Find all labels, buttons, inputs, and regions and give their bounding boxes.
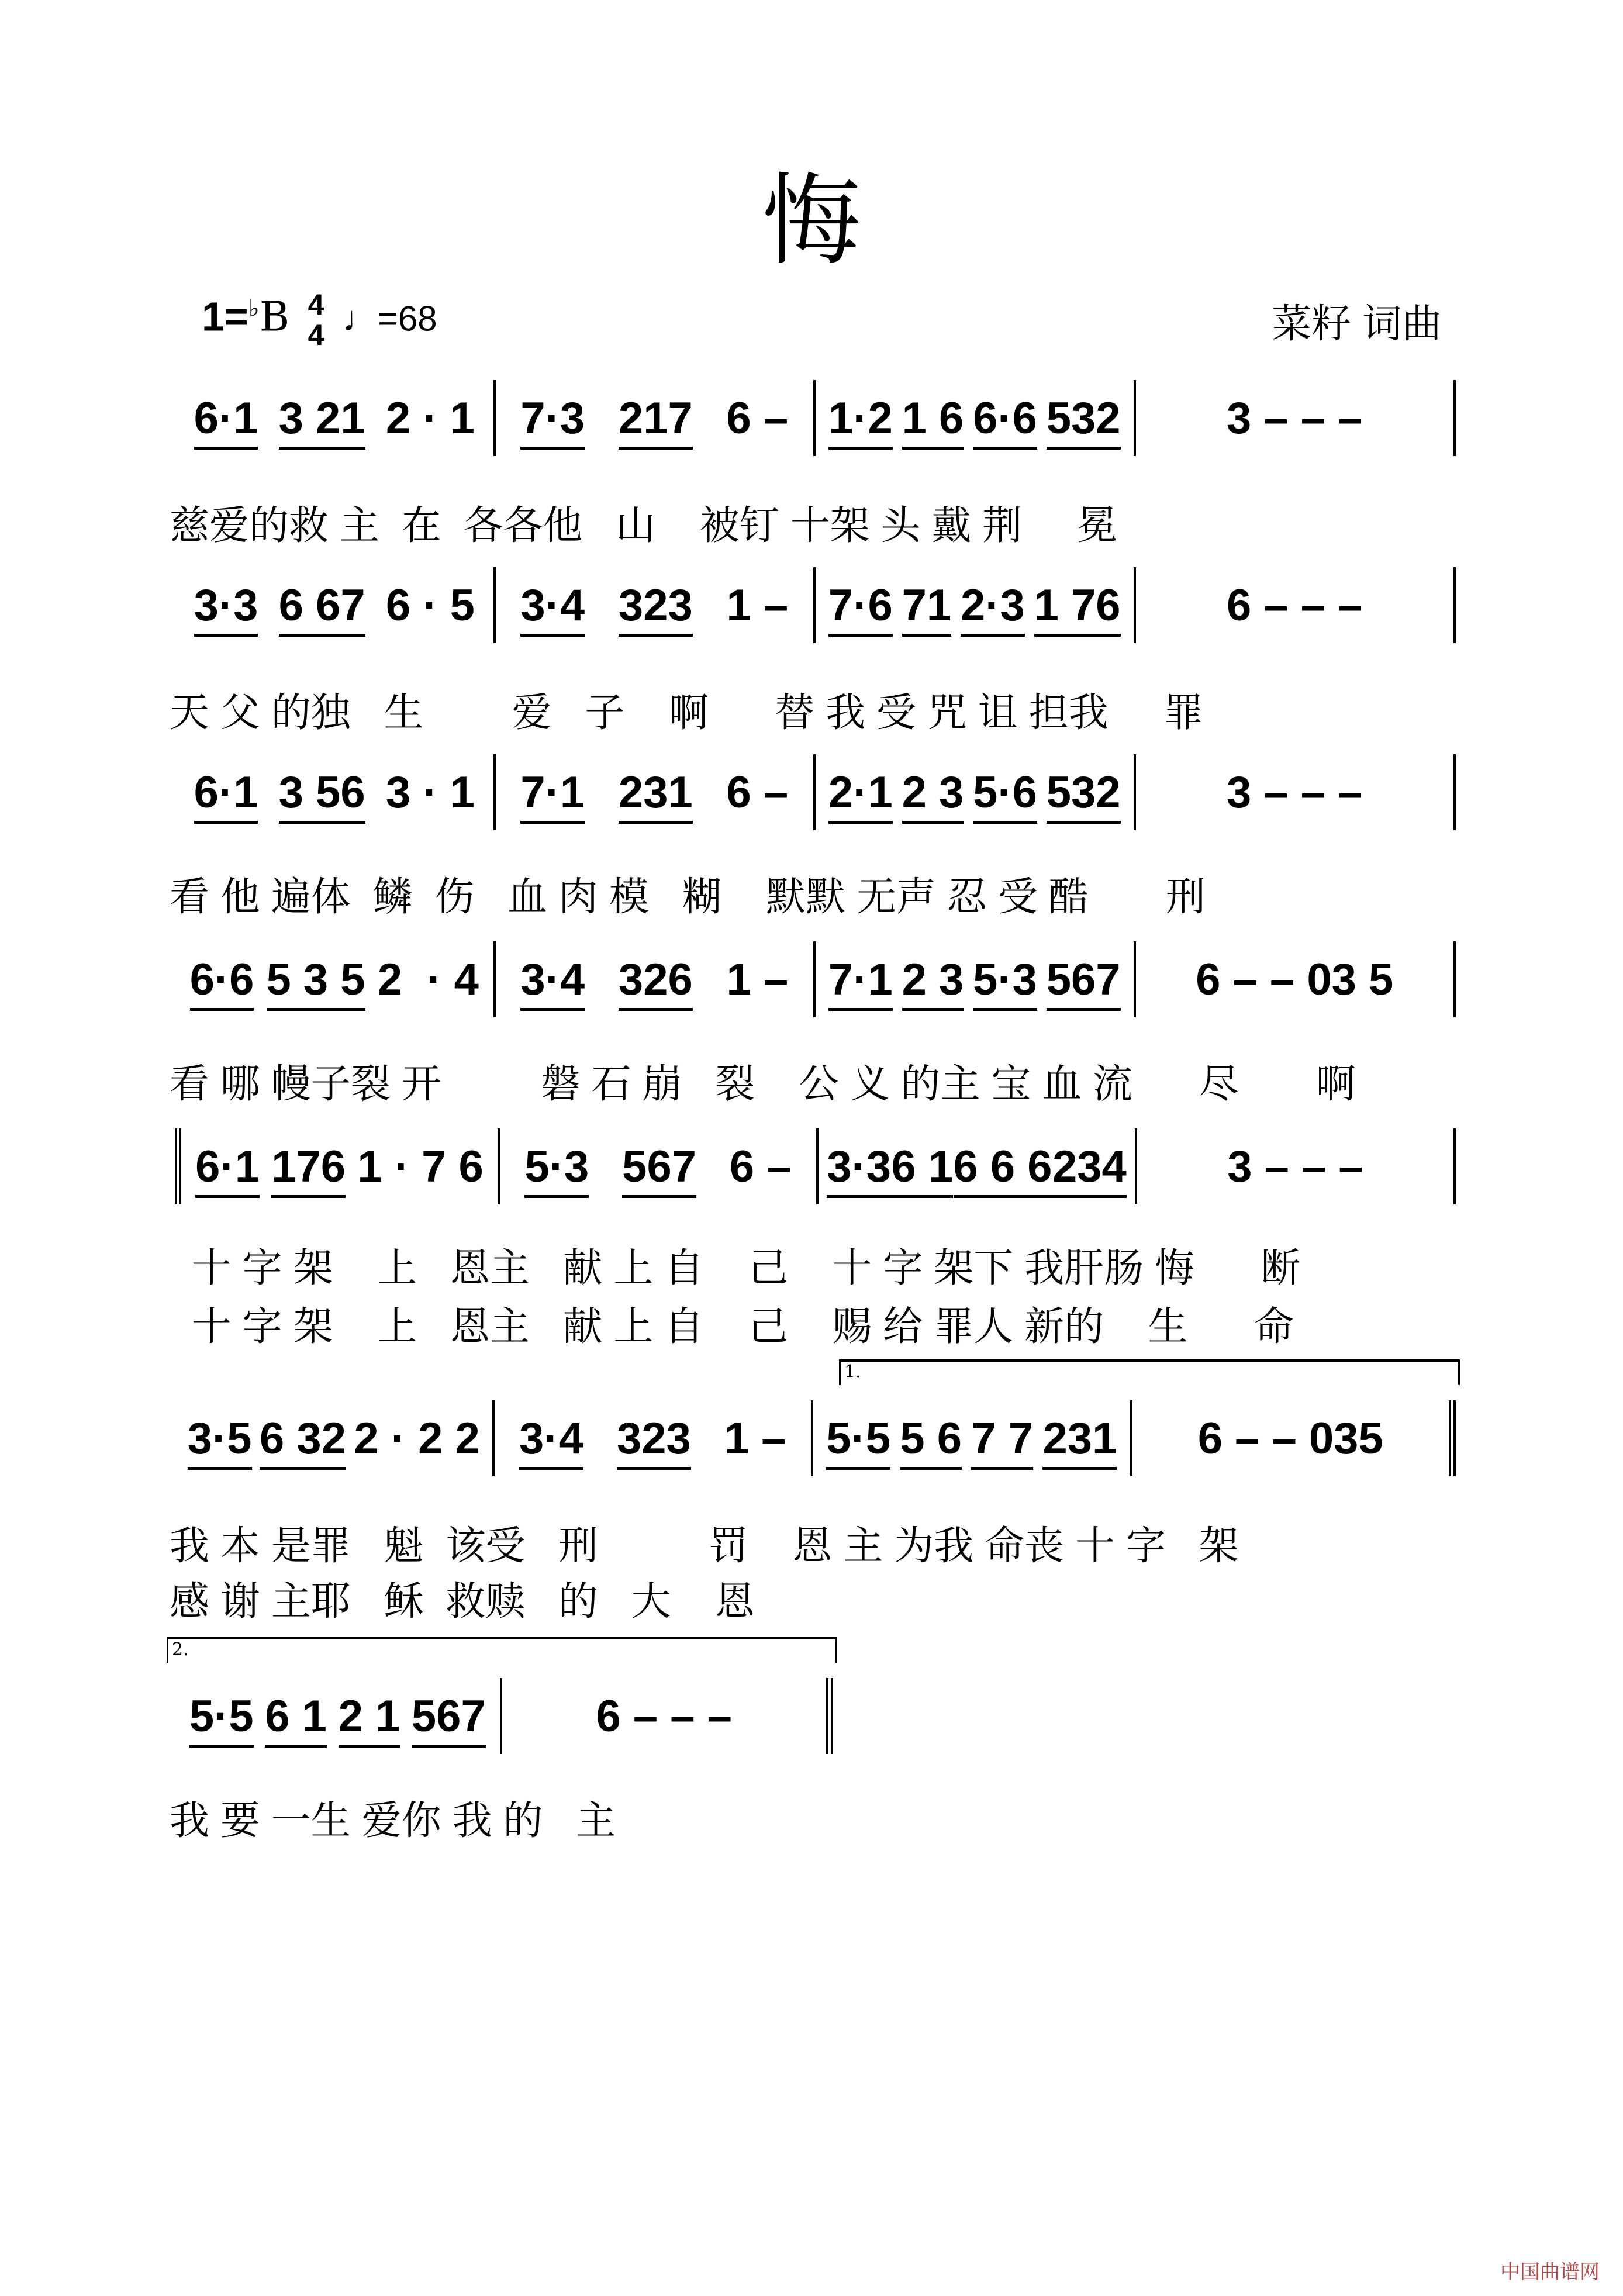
note-group: 217 bbox=[618, 393, 693, 443]
measure bbox=[496, 567, 816, 643]
note-group: 6 – – 035 bbox=[1197, 1413, 1383, 1463]
score-row bbox=[175, 567, 1456, 643]
note-group: 323 bbox=[618, 580, 693, 630]
measure bbox=[496, 380, 816, 456]
key-signature bbox=[202, 289, 437, 350]
volta-bracket: 1. bbox=[839, 1359, 1460, 1385]
song-title: 悔 bbox=[761, 163, 861, 279]
score-row bbox=[175, 380, 1456, 456]
note-group: 3·3 bbox=[827, 1141, 892, 1192]
measure bbox=[1136, 941, 1456, 1017]
note-group: 6·1 bbox=[194, 767, 258, 817]
lyric-line: 感 谢 主耶 稣 救赎 的 大 恩 bbox=[170, 1579, 755, 1624]
note-group: 6 67 bbox=[278, 580, 365, 630]
note-group: 5 6 bbox=[900, 1413, 962, 1463]
note-group: 6 – – – bbox=[596, 1691, 732, 1741]
note-group: 6 – – 03 5 bbox=[1196, 954, 1394, 1004]
note-group: 5 3 5 bbox=[266, 954, 365, 1004]
measure bbox=[502, 1678, 834, 1754]
note-group: 1 · 7 6 bbox=[357, 1141, 484, 1192]
note-group: 6·6 bbox=[973, 393, 1037, 443]
watermark-logo: 中国曲谱网 bbox=[1500, 2261, 1600, 2283]
measure bbox=[496, 941, 816, 1017]
time-signature bbox=[308, 289, 324, 350]
measure bbox=[175, 1678, 502, 1754]
note-group: 71 bbox=[902, 580, 952, 630]
tempo-mark: ♩=68 bbox=[342, 299, 437, 339]
score-row bbox=[175, 941, 1456, 1017]
measure bbox=[495, 1400, 814, 1476]
note-group: 3·5 bbox=[187, 1413, 252, 1463]
note-group: 323 bbox=[616, 1413, 691, 1463]
note-group: 1 – bbox=[724, 1413, 786, 1463]
measure bbox=[496, 754, 816, 830]
measure bbox=[1136, 754, 1456, 830]
note-group: 176 bbox=[271, 1141, 346, 1192]
lyric-line: 慈爱的救 主 在 各各他 山 被钉 十架 头 戴 荆 冕 bbox=[170, 503, 1117, 548]
note-group: 326 bbox=[618, 954, 693, 1004]
measure bbox=[1132, 1400, 1456, 1476]
lyric-line: 十 字 架 上 恩主 献 上 自 己 十 字 架下 我肝肠 悔 断 bbox=[170, 1246, 1301, 1290]
note-group: 5·5 bbox=[826, 1413, 891, 1463]
note-group: 3 – – – bbox=[1227, 767, 1363, 817]
note-group: 532 bbox=[1046, 393, 1121, 443]
lyric-line: 看 哪 幔子裂 开 磐 石 崩 裂 公 义 的主 宝 血 流 尽 啊 bbox=[170, 1062, 1356, 1106]
measure bbox=[816, 567, 1136, 643]
note-group: 567 bbox=[622, 1141, 696, 1192]
note-group: 3·4 bbox=[520, 954, 585, 1004]
note-group: 7·6 bbox=[828, 580, 893, 630]
key-prefix: 1= bbox=[202, 294, 248, 340]
volta-bracket: 2. bbox=[167, 1637, 837, 1663]
note-group: 7·1 bbox=[828, 954, 893, 1004]
measure bbox=[813, 1400, 1132, 1476]
lyric-line: 天 父 的独 生 爱 子 啊 替 我 受 咒 诅 担我 罪 bbox=[170, 690, 1204, 735]
note-group: 6 1 bbox=[265, 1691, 327, 1741]
key-note: B bbox=[259, 292, 290, 341]
lyric-line: 十 字 架 上 恩主 献 上 自 己 赐 给 罪人 新的 生 命 bbox=[170, 1304, 1294, 1349]
note-group: 6·1 bbox=[195, 1141, 260, 1192]
note-group: 234 bbox=[1052, 1141, 1127, 1192]
note-group: 1 76 bbox=[1034, 580, 1121, 630]
note-group: 1 6 bbox=[902, 393, 964, 443]
note-group: 6 – bbox=[729, 1141, 792, 1192]
lyric-line: 我 本 是罪 魁 该受 刑 罚 恩 主 为我 命丧 十 字 架 bbox=[170, 1524, 1239, 1568]
note-group: 231 bbox=[1042, 1413, 1117, 1463]
measure bbox=[819, 1128, 1137, 1204]
measure bbox=[1136, 380, 1456, 456]
note-group: 6·6 bbox=[189, 954, 254, 1004]
author-credit: 菜籽 词曲 bbox=[1272, 302, 1442, 346]
note-group: 6·1 bbox=[194, 393, 258, 443]
note-group: 6 · 5 bbox=[385, 580, 475, 630]
note-group: 3 – – – bbox=[1227, 1141, 1363, 1192]
note-group: 567 bbox=[411, 1691, 486, 1741]
note-group: 2 · 4 bbox=[377, 954, 479, 1004]
note-group: 5·5 bbox=[189, 1691, 254, 1741]
measure bbox=[816, 380, 1136, 456]
note-group: 2 · 2 2 bbox=[354, 1413, 480, 1463]
note-group: 6 1 bbox=[891, 1141, 954, 1192]
note-group: 7·3 bbox=[520, 393, 585, 443]
note-group: 532 bbox=[1046, 767, 1121, 817]
note-group: 2 3 bbox=[902, 767, 964, 817]
measure bbox=[1136, 567, 1456, 643]
note-group: 1·2 bbox=[828, 393, 893, 443]
note-group: 7 7 bbox=[971, 1413, 1034, 1463]
score-row bbox=[175, 754, 1456, 830]
note-group: 2 1 bbox=[338, 1691, 400, 1741]
measure bbox=[175, 1400, 495, 1476]
note-group: 1 – bbox=[726, 954, 789, 1004]
note-group: 6 32 bbox=[259, 1413, 346, 1463]
time-top: 4 bbox=[308, 288, 324, 321]
flat-sign: ♭ bbox=[248, 296, 260, 322]
measure bbox=[175, 754, 496, 830]
measure bbox=[816, 941, 1136, 1017]
measure bbox=[1137, 1128, 1456, 1204]
note-group: 3·4 bbox=[520, 580, 585, 630]
measure bbox=[175, 567, 496, 643]
score-row bbox=[175, 1128, 1456, 1204]
lyric-line: 我 要 一生 爱你 我 的 主 bbox=[170, 1798, 616, 1843]
note-group: 2·3 bbox=[960, 580, 1025, 630]
note-group: 5·6 bbox=[973, 767, 1037, 817]
measure bbox=[816, 754, 1136, 830]
note-group: 1 – bbox=[726, 580, 789, 630]
measure bbox=[175, 1128, 500, 1204]
note-group: 3 · 1 bbox=[385, 767, 475, 817]
score-row bbox=[175, 1678, 833, 1754]
note-group: 567 bbox=[1046, 954, 1121, 1004]
note-group: 6 – bbox=[726, 393, 789, 443]
score-row bbox=[175, 1400, 1456, 1476]
note-group: 5·3 bbox=[524, 1141, 589, 1192]
note-group: 2 · 1 bbox=[385, 393, 475, 443]
note-group: 2·1 bbox=[828, 767, 893, 817]
note-group: 7·1 bbox=[520, 767, 585, 817]
note-group: 3 21 bbox=[278, 393, 365, 443]
note-group: 3 – – – bbox=[1227, 393, 1363, 443]
note-group: 5·3 bbox=[973, 954, 1037, 1004]
measure bbox=[175, 941, 496, 1017]
note-group: 231 bbox=[618, 767, 693, 817]
note-group: 6 6 6 bbox=[953, 1141, 1052, 1192]
time-bottom: 4 bbox=[308, 319, 324, 351]
note-group: 3 56 bbox=[278, 767, 365, 817]
note-group: 2 3 bbox=[902, 954, 964, 1004]
note-group: 6 – – – bbox=[1227, 580, 1363, 630]
note-group: 6 – bbox=[726, 767, 789, 817]
note-group: 3·4 bbox=[519, 1413, 583, 1463]
measure bbox=[500, 1128, 819, 1204]
measure bbox=[175, 380, 496, 456]
lyric-line: 看 他 遍体 鳞 伤 血 肉 模 糊 默默 无声 忍 受 酷 刑 bbox=[170, 875, 1206, 919]
note-group: 3·3 bbox=[194, 580, 258, 630]
